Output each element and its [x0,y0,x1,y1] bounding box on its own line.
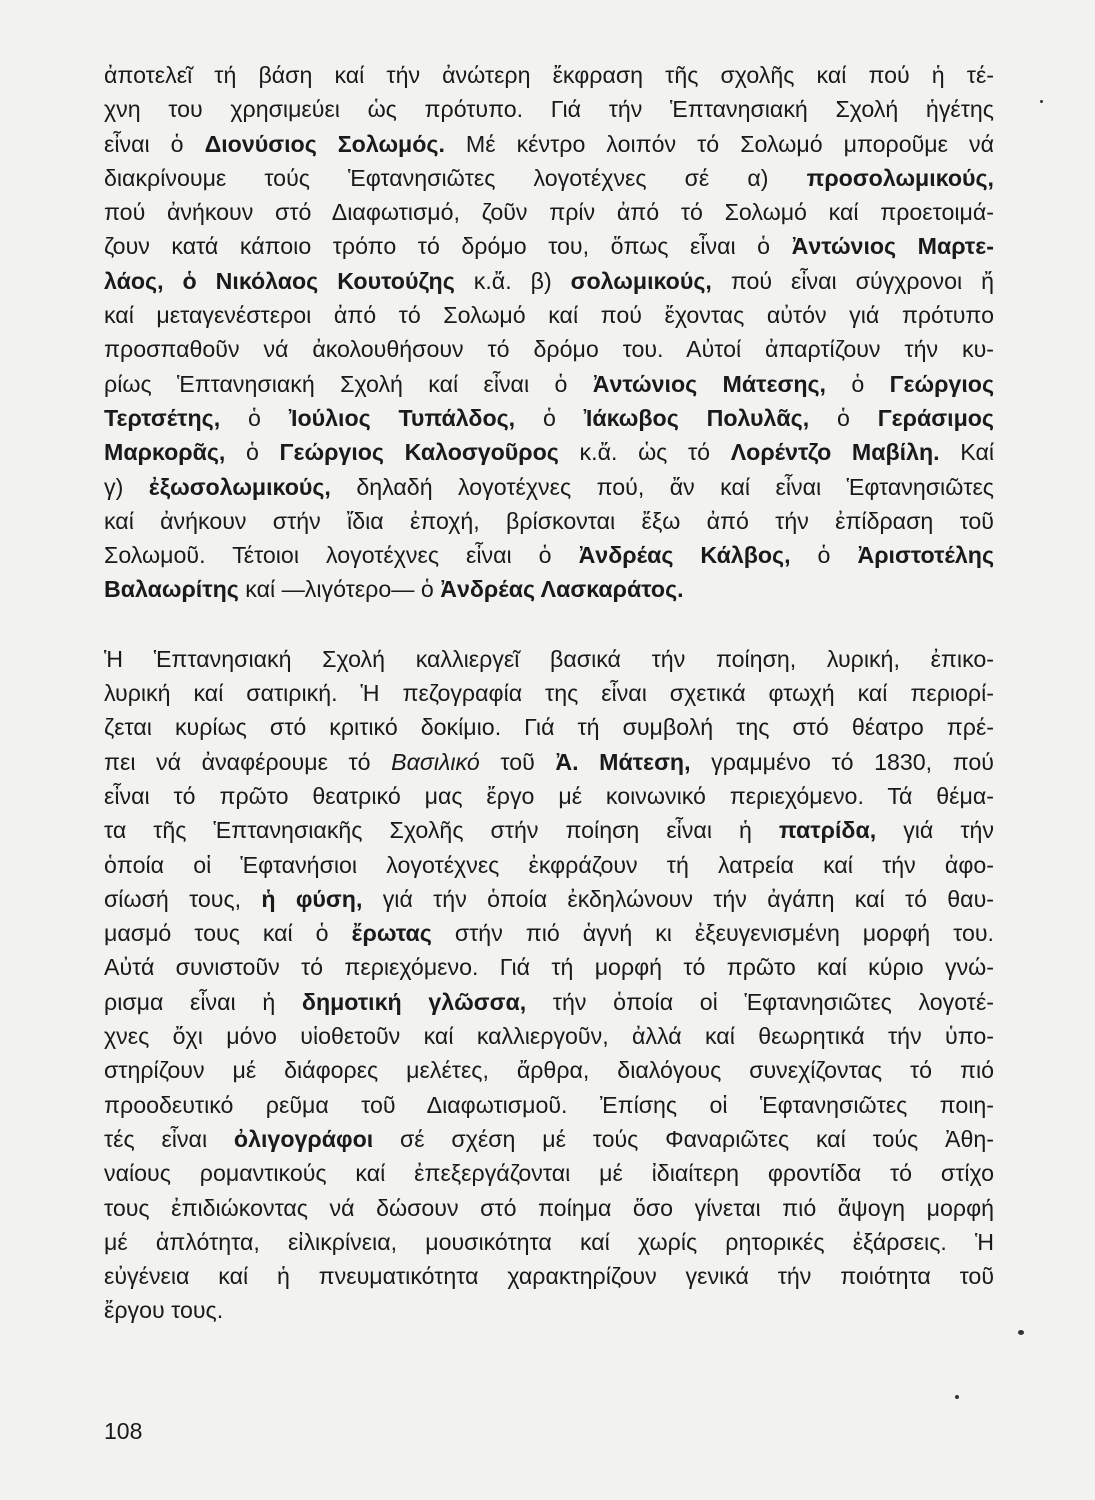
text-run: καί μεταγενέστεροι ἀπό τό Σολωμό καί πού ἔχοντας αὐτόν γιά πρότυπο [104,302,994,329]
text-run: ὁποία οἱ Ἑφτανήσιοι λογοτέχνες ἐκφράζουν τή λατρεία καί τήν ἀφο- [104,851,994,878]
text-run: καί —λιγότερο— ὁ [238,576,441,603]
bold-text: πατρίδα, [778,817,877,844]
text-run: διακρίνουμε τούς Ἑφτανησιῶτες λογοτέχνες σέ α) [104,164,807,191]
text-run: Σολωμοῦ. Τέτοιοι λογοτέχνες εἶναι ὁ [104,542,579,569]
text-line [104,813,994,847]
text-line [104,1019,994,1053]
text-line [104,1259,994,1293]
text-run: εἶναι ὁ [104,130,205,157]
text-line [104,745,994,779]
bold-text: Μαρκορᾶς, [104,439,226,466]
text-line [104,710,994,744]
text-line [104,1293,994,1327]
text-run: Μέ κέντρο λοιπόν τό Σολωμό μποροῦμε νά [444,130,995,157]
bold-text: Ἀνδρέας Κάλβος, [578,542,791,569]
text-run: γιά τήν [876,817,995,844]
scan-speck [1018,1330,1024,1335]
text-line [104,264,994,298]
bold-text: Τερτσέτης, [104,404,221,431]
page-body [104,58,994,1328]
text-run: ὁ [809,404,878,431]
page-number: 108 [104,1418,143,1444]
text-run: ὁ [225,439,280,466]
text-line [104,435,994,469]
text-run: ναίους ρομαντικούς καί ἐπεξεργάζονται μέ ἰδιαίτερη φροντίδα τό στίχο [104,1160,994,1187]
text-run: ὁ [825,370,890,397]
scan-speck [1040,100,1043,103]
text-line [104,58,994,92]
bold-text: προσολωμικούς, [806,164,994,191]
text-run: γ) [104,473,149,500]
text-run: ὁ [220,404,289,431]
text-run: γιά τήν ὁποία ἐκδηλώνουν τήν ἀγάπη καί τό θαυ- [362,885,994,912]
paragraph-eptanesian-poets [104,58,994,607]
text-line [104,1053,994,1087]
text-line [104,161,994,195]
text-run: πού ἀνήκουν στό Διαφωτισμό, ζοῦν πρίν ἀπό τό Σολωμό καί προετοιμά- [104,199,994,226]
text-line [104,882,994,916]
text-run: εἶναι τό πρῶτο θεατρικό μας ἔργο μέ κοινωνικό περιεχόμενο. Τά θέμα- [104,782,994,809]
text-line [104,779,994,813]
text-line [104,1191,994,1225]
text-run: κ.ἄ. ὡς τό [558,439,731,466]
text-line [104,127,994,161]
text-run: μασμό τους καί ὁ [104,920,352,947]
text-run: μέ ἁπλότητα, εἰλικρίνεια, μουσικότητα καί χωρίς ρητορικές ἐξάρσεις. Ἡ [104,1228,994,1255]
text-run: σίωσή τους, [104,885,262,912]
text-line [104,676,994,710]
text-run: προσπαθοῦν νά ἀκολουθήσουν τό δρόμο του. Αὐτοί ἀπαρτίζουν τήν κυ- [104,336,994,363]
scan-speck [955,1395,959,1399]
text-run: πει νά ἀναφέρουμε τό [104,748,392,775]
text-line [104,1122,994,1156]
text-run: ἀποτελεῖ τή βάση καί τήν ἀνώτερη ἔκφραση τῆς σχολῆς καί πού ἡ τέ- [104,62,994,88]
text-run: χνες ὄχι μόνο υἱοθετοῦν καί καλλιεργοῦν, ἀλλά καί θεωρητικά τήν ὑπο- [104,1023,994,1050]
text-line [104,92,994,126]
text-run: πού εἶναι σύγχρονοι ἤ [711,267,994,294]
bold-text: Ἀντώνιος Μάτεσης, [592,370,826,397]
text-run: Αὐτά συνιστοῦν τό περιεχόμενο. Γιά τή μορφή τό πρῶτο καί κύριο γνώ- [104,954,994,981]
text-run: τα τῆς Ἑπτανησιακῆς Σχολῆς στήν ποίηση εἶναι ἡ [104,817,779,844]
text-run: καί ἀνήκουν στήν ἴδια ἐποχή, βρίσκονται ἔξω ἀπό τήν ἐπίδραση τοῦ [104,507,994,534]
text-line [104,985,994,1019]
text-run: τήν ὁποία οἱ Ἑφτανησιῶτες λογοτέ- [526,988,994,1015]
text-line [104,642,994,676]
italic-text: Βασιλικό [391,748,480,775]
text-run: τοῦ [479,748,556,775]
bold-text: Ἰάκωβος Πολυλᾶς, [583,404,810,431]
text-run: τους ἐπιδιώκοντας νά δώσουν στό ποίημα ὅσο γίνεται πιό ἄψογη μορφή [104,1194,994,1221]
text-line [104,229,994,263]
text-run: στηρίζουν μέ διάφορες μελέτες, ἄρθρα, διαλόγους συνεχίζοντας τό πιό [104,1057,994,1084]
text-line [104,298,994,332]
text-line [104,195,994,229]
text-run: ζεται κυρίως στό κριτικό δοκίμιο. Γιά τή συμβολή της στό θέατρο πρέ- [104,714,994,741]
text-run: ὁ [515,404,584,431]
text-run: κ.ἄ. β) [454,267,571,294]
bold-text: ἡ φύση, [261,885,363,912]
text-run: ὁ [790,542,858,569]
bold-text: Γεώργιος [889,370,994,397]
text-run: προοδευτικό ρεῦμα τοῦ Διαφωτισμοῦ. Ἐπίσης οἱ Ἑφτανησιῶτες ποιη- [104,1091,994,1118]
bold-text: Ἀριστοτέλης [857,542,994,569]
text-line [104,916,994,950]
text-line [104,1225,994,1259]
paragraph-eptanesian-themes [104,642,994,1328]
text-line [104,572,994,606]
text-run: ρισμα εἶναι ἡ [104,988,302,1015]
bold-text: σολωμικούς, [570,267,712,294]
text-line [104,950,994,984]
text-line [104,504,994,538]
text-line [104,538,994,572]
text-run: γραμμένο τό 1830, πού [690,748,994,775]
text-run: τές εἶναι [104,1125,234,1152]
bold-text: Ἀντώνιος Μαρτε- [791,233,995,260]
bold-text: λάος, ὁ Νικόλαος Κουτούζης [104,267,455,294]
bold-text: Διονύσιος Σολωμός. [204,130,445,157]
text-run: δηλαδή λογοτέχνες πού, ἄν καί εἶναι Ἑφτανησιῶτες [330,473,994,500]
bold-text: Ἰούλιος Τυπάλδος, [288,404,516,431]
bold-text: Λορέντζο Μαβίλη. [730,439,940,466]
text-run: στήν πιό ἁγνή κι ἐξευγενισμένη μορφή του. [431,920,994,947]
bold-text: ἔρωτας [351,920,432,947]
text-run: χνη του χρησιμεύει ὡς πρότυπο. Γιά τήν Ἑπτανησιακή Σχολή ἡγέτης [104,96,994,123]
text-line [104,1156,994,1190]
bold-text: Ἀνδρέας Λασκαράτος. [440,576,684,603]
text-run: λυρική καί σατιρική. Ἡ πεζογραφία της εἶναι σχετικά φτωχή καί περιορί- [104,680,994,707]
bold-text: ὀλιγογράφοι [233,1125,374,1152]
text-run: Καί [939,439,995,466]
text-run: ρίως Ἑπτανησιακή Σχολή καί εἶναι ὁ [104,370,593,397]
bold-text: δημοτική γλῶσσα, [301,988,527,1015]
text-line [104,332,994,366]
text-run: εὐγένεια καί ἡ πνευματικότητα χαρακτηρίζουν γενικά τήν ποιότητα τοῦ [104,1263,994,1290]
text-line [104,1088,994,1122]
text-line [104,848,994,882]
text-line [104,401,994,435]
bold-text: Γεράσιμος [877,404,994,431]
text-line [104,367,994,401]
text-run: ζουν κατά κάποιο τρόπο τό δρόμο του, ὅπως εἶναι ὁ [104,233,792,260]
text-line [104,470,994,504]
bold-text: Ἀ. Μάτεση, [555,748,691,775]
bold-text: Βαλαωρίτης [104,576,239,603]
bold-text: ἐξωσολωμικούς, [148,473,331,500]
text-run: Ἡ Ἑπτανησιακή Σχολή καλλιεργεῖ βασικά τήν ποίηση, λυρική, ἐπικο- [104,645,994,672]
text-run: σέ σχέση μέ τούς Φαναριῶτες καί τούς Ἀθη- [373,1125,994,1152]
text-run: ἔργου τους. [104,1297,224,1324]
bold-text: Γεώργιος Καλοσγοῦρος [279,439,559,466]
